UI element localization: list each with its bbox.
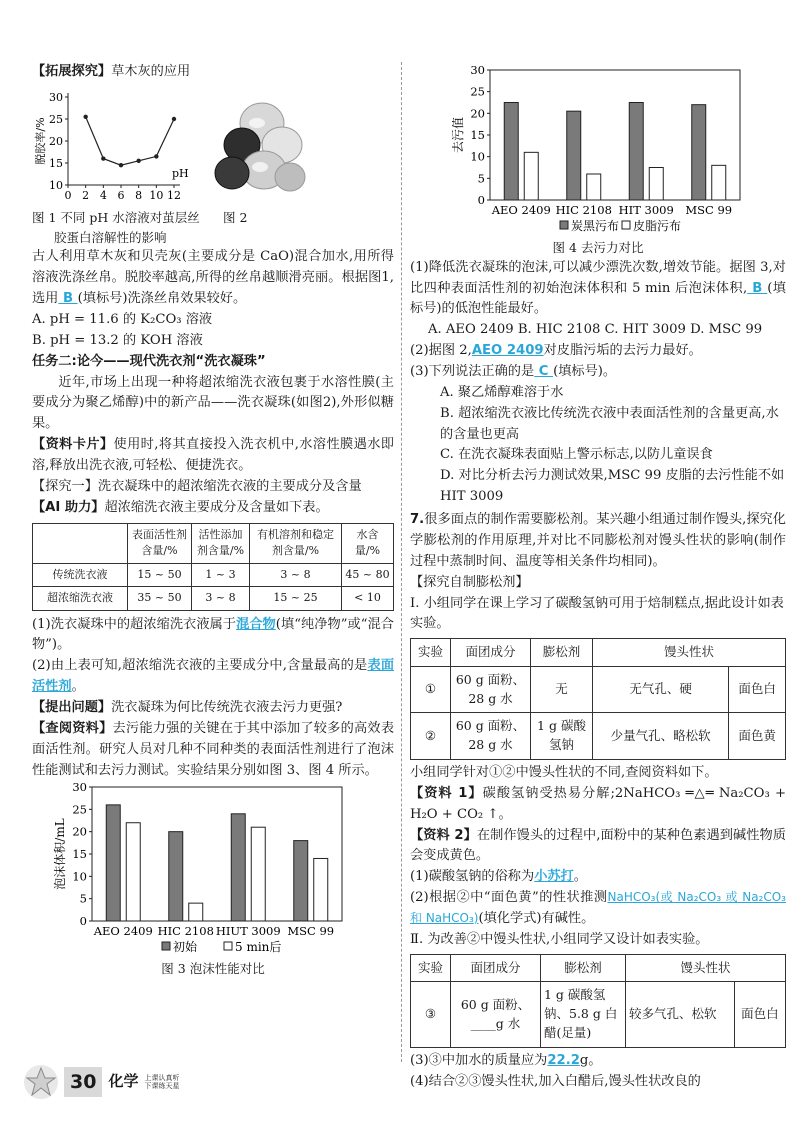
q7-1-post: 。 — [573, 869, 587, 885]
consult-tag: 【查阅资料】 — [32, 720, 113, 736]
left-column — [32, 62, 394, 979]
table-header: 有机溶剂和稳定剂含量/% — [250, 523, 342, 563]
table-cell: 35 ~ 50 — [128, 587, 192, 611]
q2-post: 。 — [71, 679, 85, 695]
slogan-line1: 上课认真听 — [144, 1073, 180, 1082]
table-cell: ③ — [411, 982, 451, 1047]
legend-label: 炭黑污布 — [571, 219, 620, 233]
bar-second — [587, 174, 601, 200]
q7-3-answer: 22.2 — [547, 1052, 580, 1068]
series-line — [86, 117, 174, 165]
q7-2 — [410, 888, 786, 930]
table-cell: 1 g 碳酸氢钠、5.8 g 白醋(足量) — [541, 982, 626, 1047]
q3-3-post: (填标号)。 — [553, 364, 617, 380]
y-tick-label: 10 — [72, 869, 87, 884]
bar-second — [649, 168, 663, 201]
table-cell: 60 g 面粉、____g 水 — [451, 982, 541, 1047]
y-tick-label: 20 — [470, 106, 485, 121]
bar-first — [231, 814, 245, 921]
y-axis-label: 泡沫体积/mL — [53, 818, 67, 891]
steamed-bun-table-1 — [410, 638, 786, 760]
q1-answer: 混合物 — [236, 616, 276, 632]
laundry-pods-illustration — [215, 103, 305, 191]
option-a: A. pH = 11.6 的 K₂CO₃ 溶液 — [32, 311, 213, 327]
para1-answer: B — [58, 291, 78, 307]
q3-2-answer: AEO 2409 — [471, 343, 544, 359]
table-cell: 少量气孔、略松软 — [593, 713, 729, 760]
x-tick-label: MSC 99 — [685, 203, 733, 217]
ai-help — [32, 498, 394, 519]
q3-2 — [410, 341, 786, 362]
legend-label: 5 min后 — [235, 940, 282, 955]
table-header: 面团成分 — [451, 954, 541, 982]
res2-tag: 【资料 2】 — [410, 827, 477, 843]
q3-1-text: (1)降低洗衣凝珠的泡沫,可以减少漂洗次数,增效节能。据图 3,对比四种表面活性剂的初始泡沫体积和 5 min 后泡沫体积, — [410, 259, 786, 296]
bar-first — [169, 832, 183, 921]
table-row — [411, 713, 786, 760]
explore-tag: 【拓展探究】 — [32, 64, 112, 79]
q2-text: (2)由上表可知,超浓缩洗衣液的主要成分中,含量最高的是 — [32, 658, 368, 674]
question-2 — [32, 656, 394, 698]
table-cell: 1 ~ 3 — [192, 563, 250, 587]
card-tag: 【资料卡片】 — [32, 437, 114, 453]
table-cell: < 10 — [342, 587, 394, 611]
legend-swatch — [622, 221, 630, 229]
resource-1 — [410, 784, 786, 826]
slogan — [144, 1074, 179, 1091]
table-row — [33, 587, 394, 611]
table-header: 实验 — [411, 639, 451, 667]
fig1-caption — [32, 208, 207, 248]
fig1-line-chart — [32, 85, 192, 210]
q7-3-text: (3)③中加水的质量应为 — [410, 1052, 548, 1068]
task2-heading: 任务二:论今——现代洗衣剂“洗衣凝珠” — [32, 353, 266, 369]
x-tick-label: HIUT 3009 — [215, 924, 281, 939]
q3-1-answer: B — [747, 280, 768, 296]
q3-2-post: 对皮脂污垢的去污力最好。 — [543, 343, 702, 359]
x-tick-label: AEO 2409 — [93, 924, 153, 939]
x-tick-label: 6 — [117, 188, 125, 202]
q3-3-option-b: B. 超浓缩洗衣液比传统洗衣液中表面活性剂的含量更高,水的含量也更高 — [440, 405, 779, 442]
q7-part1: Ⅰ. 小组同学在课上学习了碳酸氢钠可用于焙制糕点,据此设计如表实验。 — [410, 595, 784, 632]
q1-post: (填“纯净物”或“混合物”)。 — [32, 616, 394, 653]
x-tick-label: 10 — [149, 188, 164, 202]
table-cell: 面色黄 — [729, 713, 786, 760]
table-header — [33, 523, 128, 563]
table-header: 实验 — [411, 954, 451, 982]
legend-swatch — [560, 221, 568, 229]
x-tick-label: 2 — [82, 188, 90, 202]
q7-1-answer: 小苏打 — [534, 869, 574, 885]
table-header: 水含量/% — [342, 523, 394, 563]
x-tick-label: MSC 99 — [287, 924, 335, 939]
res1-tag: 【资料 1】 — [410, 785, 483, 801]
table-cell: 无 — [531, 666, 593, 713]
bar-first — [106, 805, 120, 921]
y-tick-label: 10 — [49, 178, 63, 192]
table-cell: 面色白 — [729, 666, 786, 713]
bar-first — [567, 111, 581, 200]
x-axis-label: pH — [172, 166, 189, 180]
q7-text: 很多面点的制作需要膨松剂。某兴趣小组通过制作馒头,探究化学膨松剂的作用原理,并对比不同膨松剂对馒头性状的影响(制作过程中蒸制时间、温度等相关条件均相同)。 — [410, 512, 786, 569]
para1 — [32, 247, 394, 310]
fig3-bar-chart — [52, 781, 352, 959]
table-cell: 传统洗衣液 — [33, 563, 128, 587]
legend-swatch — [162, 942, 170, 950]
page-number: 30 — [64, 1067, 102, 1097]
y-tick-label: 15 — [72, 847, 87, 862]
bar-first — [294, 841, 308, 921]
table-cell: 1 g 碳酸氢钠 — [531, 713, 593, 760]
table-cell: 较多气孔、松软 — [626, 982, 735, 1047]
y-axis-label: 去污值 — [451, 116, 465, 154]
q3-2-text: (2)据图 2, — [410, 343, 472, 359]
q7-2-text: (2)根据②中“面色黄”的性状推测 — [410, 890, 608, 906]
q1-text: (1)洗衣凝珠中的超浓缩洗衣液属于 — [32, 616, 237, 632]
data-point — [154, 154, 158, 158]
y-tick-label: 15 — [470, 128, 485, 142]
page-footer — [24, 1065, 179, 1099]
q3-3 — [410, 362, 786, 383]
q3-1-options: A. AEO 2409 B. HIC 2108 C. HIT 3009 D. MSC 99 — [428, 322, 763, 338]
ai-text: 超浓缩洗衣液主要成分及含量如下表。 — [104, 499, 329, 515]
data-point — [119, 163, 123, 167]
table-header: 膨松剂 — [531, 639, 593, 667]
explore-title: 草木灰的应用 — [111, 64, 191, 79]
table-header: 面团成分 — [451, 639, 531, 667]
table-cell: 60 g 面粉、28 g 水 — [451, 666, 531, 713]
fig2-caption: 图 2 — [223, 209, 248, 225]
fig3-caption: 图 3 泡沫性能对比 — [161, 961, 265, 977]
bar-first — [504, 103, 518, 201]
data-point — [83, 114, 87, 118]
x-tick-label: HIT 3009 — [618, 203, 674, 217]
question-1 — [32, 615, 394, 657]
table-cell: 3 ~ 8 — [250, 563, 342, 587]
y-tick-label: 25 — [72, 802, 87, 817]
q3-3-answer: C — [534, 364, 554, 380]
data-point — [101, 156, 105, 160]
para1-text: 古人利用草木灰和贝壳灰(主要成分是 CaO)混合加水,用所得溶液洗涤丝帛。脱胶率越高,所得的丝帛越顺滑亮丽。根据图1,选用 — [32, 249, 394, 307]
q3-1-end: (填标号)的低泡性能最好。 — [410, 280, 786, 317]
fig4-bar-chart — [450, 66, 750, 238]
q7-number: 7. — [410, 512, 425, 528]
x-tick-label: HIC 2108 — [555, 203, 612, 217]
x-tick-label: 8 — [135, 188, 143, 202]
table-cell: 无气孔、硬 — [593, 666, 729, 713]
right-column — [410, 66, 786, 1092]
table-header-row — [33, 523, 394, 563]
table-header: 表面活性剂含量/% — [128, 523, 192, 563]
data-point — [172, 117, 176, 121]
composition-table — [32, 523, 394, 611]
q3-3-option-a: A. 聚乙烯醇难溶于水 — [440, 384, 564, 400]
table-header: 膨松剂 — [541, 954, 626, 982]
x-tick-label: 4 — [99, 188, 107, 202]
star-icon — [24, 1065, 58, 1099]
q7-note: 小组同学针对①②中馒头性状的不同,查阅资料如下。 — [410, 764, 718, 780]
bar-second — [314, 859, 328, 922]
table-cell: 60 g 面粉、28 g 水 — [451, 713, 531, 760]
table-header: 馒头性状 — [626, 954, 786, 982]
table-cell: ② — [411, 713, 451, 760]
para2: 近年,市场上出现一种将超浓缩洗衣液包裹于水溶性膜(主要成分为聚乙烯醇)中的新产品——洗衣凝珠(如图2),外形似糖果。 — [32, 374, 394, 432]
q7-intro — [410, 510, 786, 573]
bar-second — [126, 823, 140, 921]
bar-second — [712, 165, 726, 200]
res2-text: 在制作馒头的过程中,面粉中的某种色素遇到碱性物质会变成黄色。 — [410, 827, 786, 864]
q3-3-option-d: D. 对比分析去污力测试效果,MSC 99 皮脂的去污性能不如 HIT 3009 — [440, 468, 785, 505]
table-row — [33, 563, 394, 587]
y-tick-label: 30 — [72, 781, 87, 795]
resource-2 — [410, 826, 786, 868]
table-cell: 超浓缩洗衣液 — [33, 587, 128, 611]
table-header: 活性添加剂含量/% — [192, 523, 250, 563]
bar-second — [189, 904, 203, 922]
y-tick-label: 15 — [49, 156, 63, 170]
y-tick-label: 30 — [470, 66, 485, 77]
table-cell: 15 ~ 50 — [128, 563, 192, 587]
explore-heading — [32, 62, 394, 83]
y-tick-label: 25 — [470, 84, 485, 99]
q7-1-text: (1)碳酸氢钠的俗称为 — [410, 869, 535, 885]
x-tick-label: 0 — [64, 188, 72, 202]
y-tick-label: 10 — [470, 149, 485, 164]
option-b: B. pH = 13.2 的 KOH 溶液 — [32, 332, 203, 348]
y-tick-label: 30 — [49, 90, 63, 104]
subject-label: 化学 — [108, 1072, 139, 1091]
legend-swatch — [224, 942, 232, 950]
y-tick-label: 5 — [477, 171, 485, 186]
y-tick-label: 25 — [49, 112, 63, 126]
q2-answer: 表面活性剂 — [32, 658, 395, 695]
q7-3 — [410, 1051, 786, 1072]
probe1: 【探究一】洗衣凝珠中的超浓缩洗衣液的主要成分及含量 — [32, 478, 362, 494]
table-header-row — [411, 639, 786, 667]
q7-1 — [410, 867, 786, 888]
x-tick-label: AEO 2409 — [491, 203, 551, 217]
bar-second — [524, 152, 538, 200]
legend-label: 皮脂污布 — [633, 219, 682, 233]
fig2-pod-image — [202, 85, 312, 200]
q7-2-answer: NaHCO₃(或 Na₂CO₃ 或 Na₂CO₃ 和 NaHCO₃) — [410, 890, 786, 925]
bar-second — [251, 828, 265, 922]
res1-text: 碳酸氢钠受热易分解;2NaHCO₃ ═△═ Na₂CO₃ + H₂O + CO₂ ↑。 — [410, 785, 786, 822]
bar-first — [692, 105, 706, 200]
para1-end: (填标号)洗涤丝帛效果较好。 — [77, 291, 247, 307]
problem-tag: 【提出问题】 — [32, 699, 112, 715]
table-cell: 面色白 — [734, 982, 785, 1047]
y-tick-label: 20 — [72, 825, 87, 840]
q3-3-option-c: C. 在洗衣凝珠表面贴上警示标志,以防儿童误食 — [440, 447, 713, 463]
fig4-caption: 图 4 去污力对比 — [552, 240, 644, 255]
table-row — [411, 982, 786, 1047]
y-tick-label: 5 — [79, 892, 87, 907]
table-cell: 45 ~ 80 — [342, 563, 394, 587]
q3-1 — [410, 258, 786, 321]
q7-part2: Ⅱ. 为改善②中馒头性状,小组同学又设计如表实验。 — [410, 931, 709, 947]
data-card — [32, 435, 394, 477]
q3-3-text: (3)下列说法正确的是 — [410, 364, 535, 380]
data-point — [136, 158, 140, 162]
consult — [32, 719, 394, 782]
y-tick-label: 20 — [49, 134, 63, 148]
table-cell: ① — [411, 666, 451, 713]
problem-text: 洗衣凝珠为何比传统洗衣液去污力更强? — [111, 699, 343, 715]
q7-3-post: g。 — [579, 1052, 602, 1068]
legend-label: 初始 — [173, 940, 198, 955]
q7-4: (4)结合②③馒头性状,加入白醋后,馒头性状改良的 — [410, 1073, 701, 1089]
y-axis-label: 脱胶率/% — [34, 117, 47, 165]
steamed-bun-table-2 — [410, 954, 786, 1048]
slogan-line2: 下课练天星 — [144, 1082, 180, 1090]
bar-first — [629, 103, 643, 201]
table-row — [411, 666, 786, 713]
card-text: 使用时,将其直接投入洗衣机中,水溶性膜遇水即溶,释放出洗衣液,可轻松、便捷洗衣。 — [32, 437, 394, 473]
x-tick-label: HIC 2108 — [157, 924, 214, 939]
fig1-caption-line2: 胶蛋白溶解性的影响 — [54, 229, 167, 245]
y-tick-label: 0 — [477, 193, 485, 207]
consult-text: 去污能力强的关键在于其中添加了较多的高效表面活性剂。研究人员对几种不同种类的表面活性剂进行了泡沫性能测试和去污力测试。实验结果分别如图 3、图 4 所示。 — [32, 720, 395, 778]
y-tick-label: 0 — [79, 914, 87, 929]
q7-2-post: (填化学式)有碱性。 — [478, 910, 595, 926]
fig1-caption-line1: 图 1 不同 pH 水溶液对茧层丝 — [32, 209, 200, 225]
figures-1-2 — [32, 85, 394, 210]
table-header: 馒头性状 — [593, 639, 786, 667]
problem — [32, 698, 394, 719]
column-divider — [401, 62, 402, 1062]
q7-probe: 【探究自制膨松剂】 — [410, 574, 529, 590]
x-tick-label: 12 — [167, 188, 181, 202]
table-cell: 15 ~ 25 — [250, 587, 342, 611]
table-cell: 3 ~ 8 — [192, 587, 250, 611]
table-header-row — [411, 954, 786, 982]
ai-tag: 【AI 助力】 — [32, 499, 105, 515]
mascot-icon — [24, 1065, 58, 1099]
